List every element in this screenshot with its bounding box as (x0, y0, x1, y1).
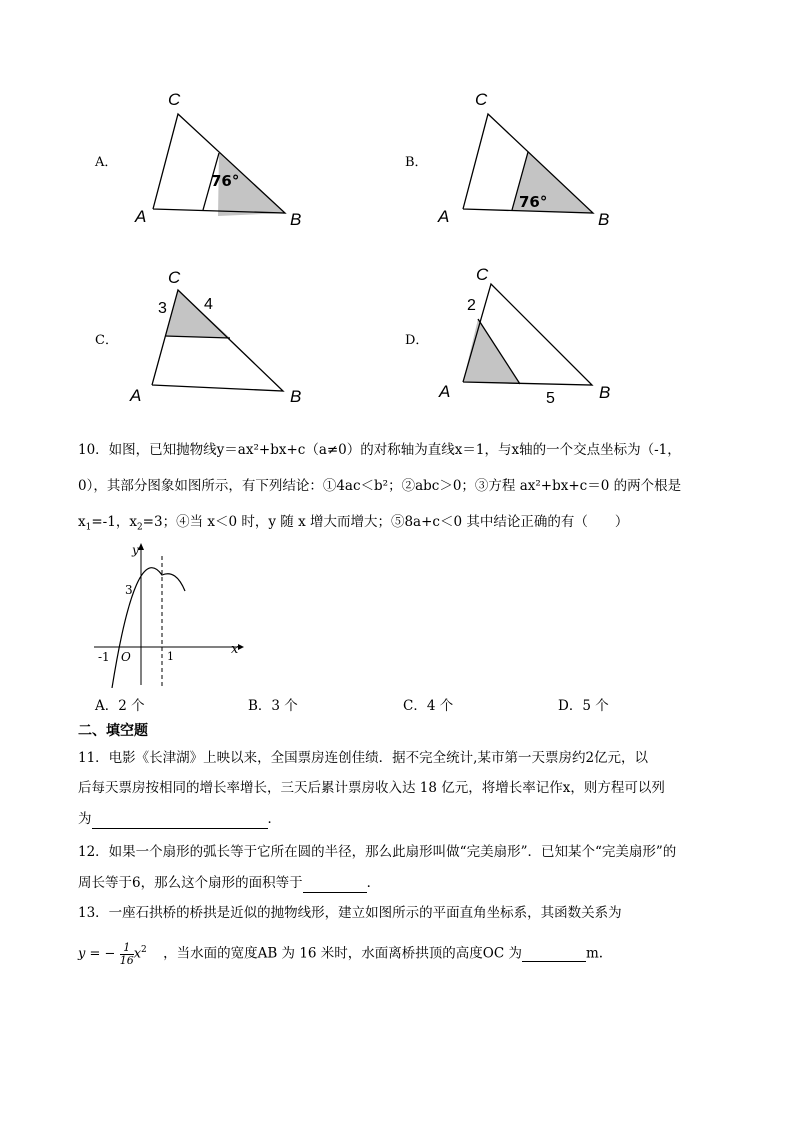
q10-choice-b: B．3 个 (248, 698, 298, 714)
q10-choice-c: C．4 个 (403, 698, 454, 714)
option-a-label: A． (95, 155, 118, 170)
vertex-b: B (599, 383, 611, 402)
triangle-figure-b (435, 85, 625, 235)
vertex-a: A (135, 207, 147, 226)
segment-label-5: 5 (546, 390, 555, 407)
q11-line-3: 为 ． (78, 808, 281, 829)
formula-fraction: $\frac{1}{16}$ (119, 940, 134, 967)
q11-line-2: 后每天票房按相同的增长率增长，三天后累计票房收入达 18 亿元，将增长率记作x，则方程可以列 (78, 780, 665, 796)
x-tick-neg-1: -1 (98, 650, 110, 664)
q10-line-2: 0），其部分图象如图所示，有下列结论：①4ac＜b²；②abc＞0；③方程 ax²+bx+c＝0 的两个根是 (78, 478, 682, 494)
vertex-c: C (168, 268, 181, 287)
vertex-b: B (290, 387, 302, 406)
q12-answer-blank[interactable] (303, 872, 367, 893)
option-b-label: B． (405, 155, 428, 170)
q13-line-2: y = − $\frac{1}{16}$ $x^2$ ，当水面的宽度AB 为 16 米时，水面离桥拱顶的高度OC 为 m. (78, 940, 604, 967)
angle-label: 76° (519, 193, 548, 211)
segment-label-4: 4 (204, 296, 213, 313)
x-tick-1: 1 (167, 650, 174, 663)
q10-line-1: 10．如图，已知抛物线y＝ax²+bx+c（a≠0）的对称轴为直线x＝1，与x轴的一个交点坐标为（-1， (78, 442, 681, 458)
segment-label-3: 3 (158, 300, 167, 317)
q11-answer-blank[interactable] (92, 808, 268, 829)
y-axis-arrow (138, 543, 144, 550)
x-axis-label: x (231, 642, 239, 657)
y-axis-label: y (132, 543, 139, 557)
q13-line-1: 13．一座石拱桥的桥拱是近似的抛物线形，建立如图所示的平面直角坐标系，其函数关系为 (78, 905, 622, 921)
parabola-curve (112, 568, 185, 688)
q12-line-1: 12．如果一个扇形的弧长等于它所在圆的半径，那么此扇形叫做“完美扇形”．已知某个“完美扇形”的 (78, 844, 677, 860)
q12-line-2: 周长等于6，那么这个扇形的面积等于 ． (78, 872, 380, 893)
q10-choice-a: A．2 个 (95, 698, 145, 714)
vertex-c: C (475, 90, 488, 109)
section-heading: 二、填空题 (78, 723, 148, 739)
formula-lhs: y = − (78, 946, 116, 962)
q11-line-1: 11．电影《长津湖》上映以来，全国票房连创佳绩．据不完全统计,某市第一天票房约2亿元，以 (78, 750, 649, 766)
triangle-figure-d (435, 262, 625, 412)
q10-choice-d: D．5 个 (558, 698, 609, 714)
vertex-b: B (290, 210, 302, 229)
x-axis-arrow (238, 644, 244, 650)
vertex-b: B (598, 210, 610, 229)
vertex-a: A (130, 386, 142, 405)
parabola-graph (90, 538, 250, 688)
triangle-outline (152, 290, 283, 391)
vertex-c: C (168, 90, 181, 109)
vertex-a: A (439, 382, 451, 401)
triangle-figure-a (125, 85, 315, 235)
option-c-label: C． (95, 333, 118, 348)
option-d-label: D． (405, 333, 429, 348)
q13-answer-blank[interactable] (522, 947, 586, 962)
q10-line-3: $x_1=-1$，$x_2=3$；④当 x＜0 时，y 随 x 增大而增大；⑤8a+c＜0 其中结论正确的有（ ） (78, 514, 629, 533)
triangle-figure-c (125, 262, 315, 412)
vertex-c: C (476, 265, 489, 284)
segment-label-2: 2 (467, 297, 476, 314)
vertex-a: A (438, 207, 450, 226)
origin-label: O (121, 650, 131, 664)
angle-label: 76° (211, 172, 240, 190)
y-tick-3: 3 (125, 583, 133, 597)
